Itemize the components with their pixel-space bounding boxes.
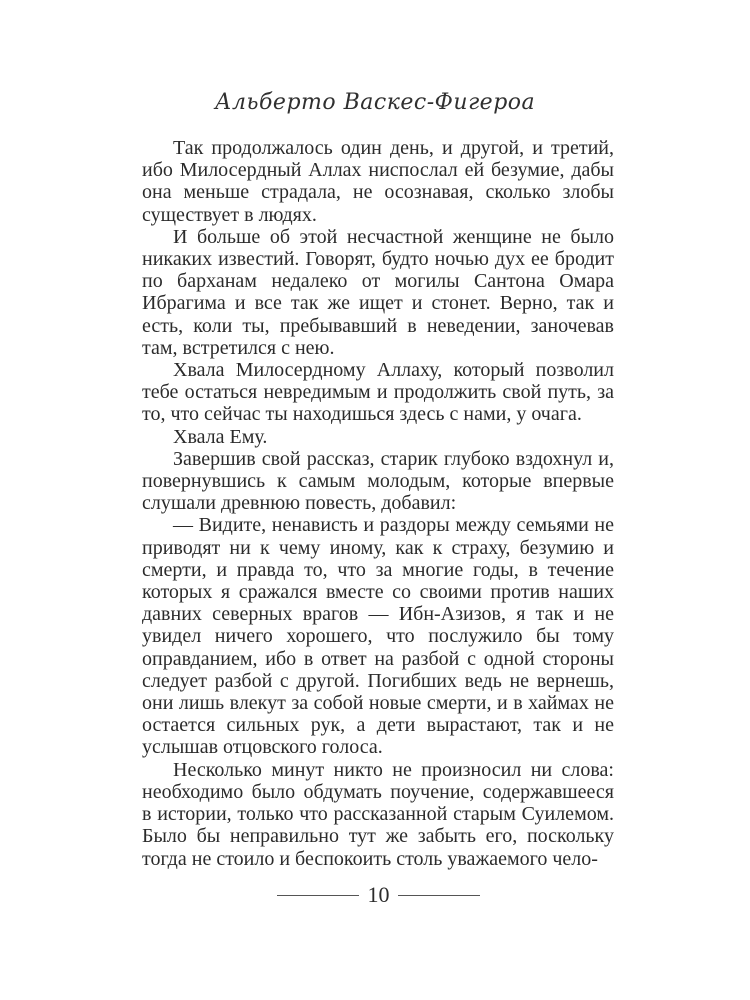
footer-rule-left — [277, 895, 359, 896]
paragraph: Хвала Ему. — [173, 425, 268, 448]
paragraph: — Видите, ненависть и раздоры между семьями не приводят ни к чему иному, как к страху, безумию и смерти, и правда то, что за многие годы, в течение которых я сражался вместе со своими против наших давних северных врагов — Ибн-Азизов, я так и не увидел ничего хорошего, что послужило бы тому оправданием, ибо в ответ на разбой с одной стороны следует разбой с другой. Погибших ведь не вернешь, они лишь влекут за собой новые смерти, и в хаймах не остается сильных рук, а дети вырастают, так и не услышав отцовского голоса. — [142, 514, 614, 759]
body-text — [142, 137, 614, 870]
page-footer — [0, 882, 750, 912]
footer-rule-right — [398, 895, 480, 896]
paragraph: И больше об этой несчастной женщине не было никаких известий. Говорят, будто ночью дух ее бродит по барханам недалеко от могилы Сантона Омара Ибрагима и все так же ищет и стонет. Верно, так и есть, коли ты, пребывавший в неведении, заночевав там, встретился с нею. — [142, 225, 614, 359]
paragraph: Несколько минут никто не произносил ни слова: необходимо было обдумать поучение, содержавшееся в истории, только что рассказанной старым Суилемом. Было бы неправильно тут же забыть его, поскольку тогда не стоило и беспокоить столь уважаемого чело- — [142, 758, 614, 870]
page-number: 10 — [367, 882, 390, 907]
paragraph: Так продолжалось один день, и другой, и третий, ибо Милосердный Аллах ниспослал ей безумие, дабы она меньше страдала, не осознавая, сколько злобы существует в людях. — [142, 137, 614, 226]
running-head-author: Альберто Васкес-Фигероа — [214, 90, 536, 115]
paragraph: Завершив свой рассказ, старик глубоко вздохнул и, повернувшись к самым молодым, которые впервые слушали древнюю повесть, добавил: — [142, 447, 614, 515]
paragraph: Хвала Милосердному Аллаху, который позволил тебе остаться невредимым и продолжить свой путь, за то, что сейчас ты находишься здесь с нами, у очага. — [142, 359, 614, 426]
